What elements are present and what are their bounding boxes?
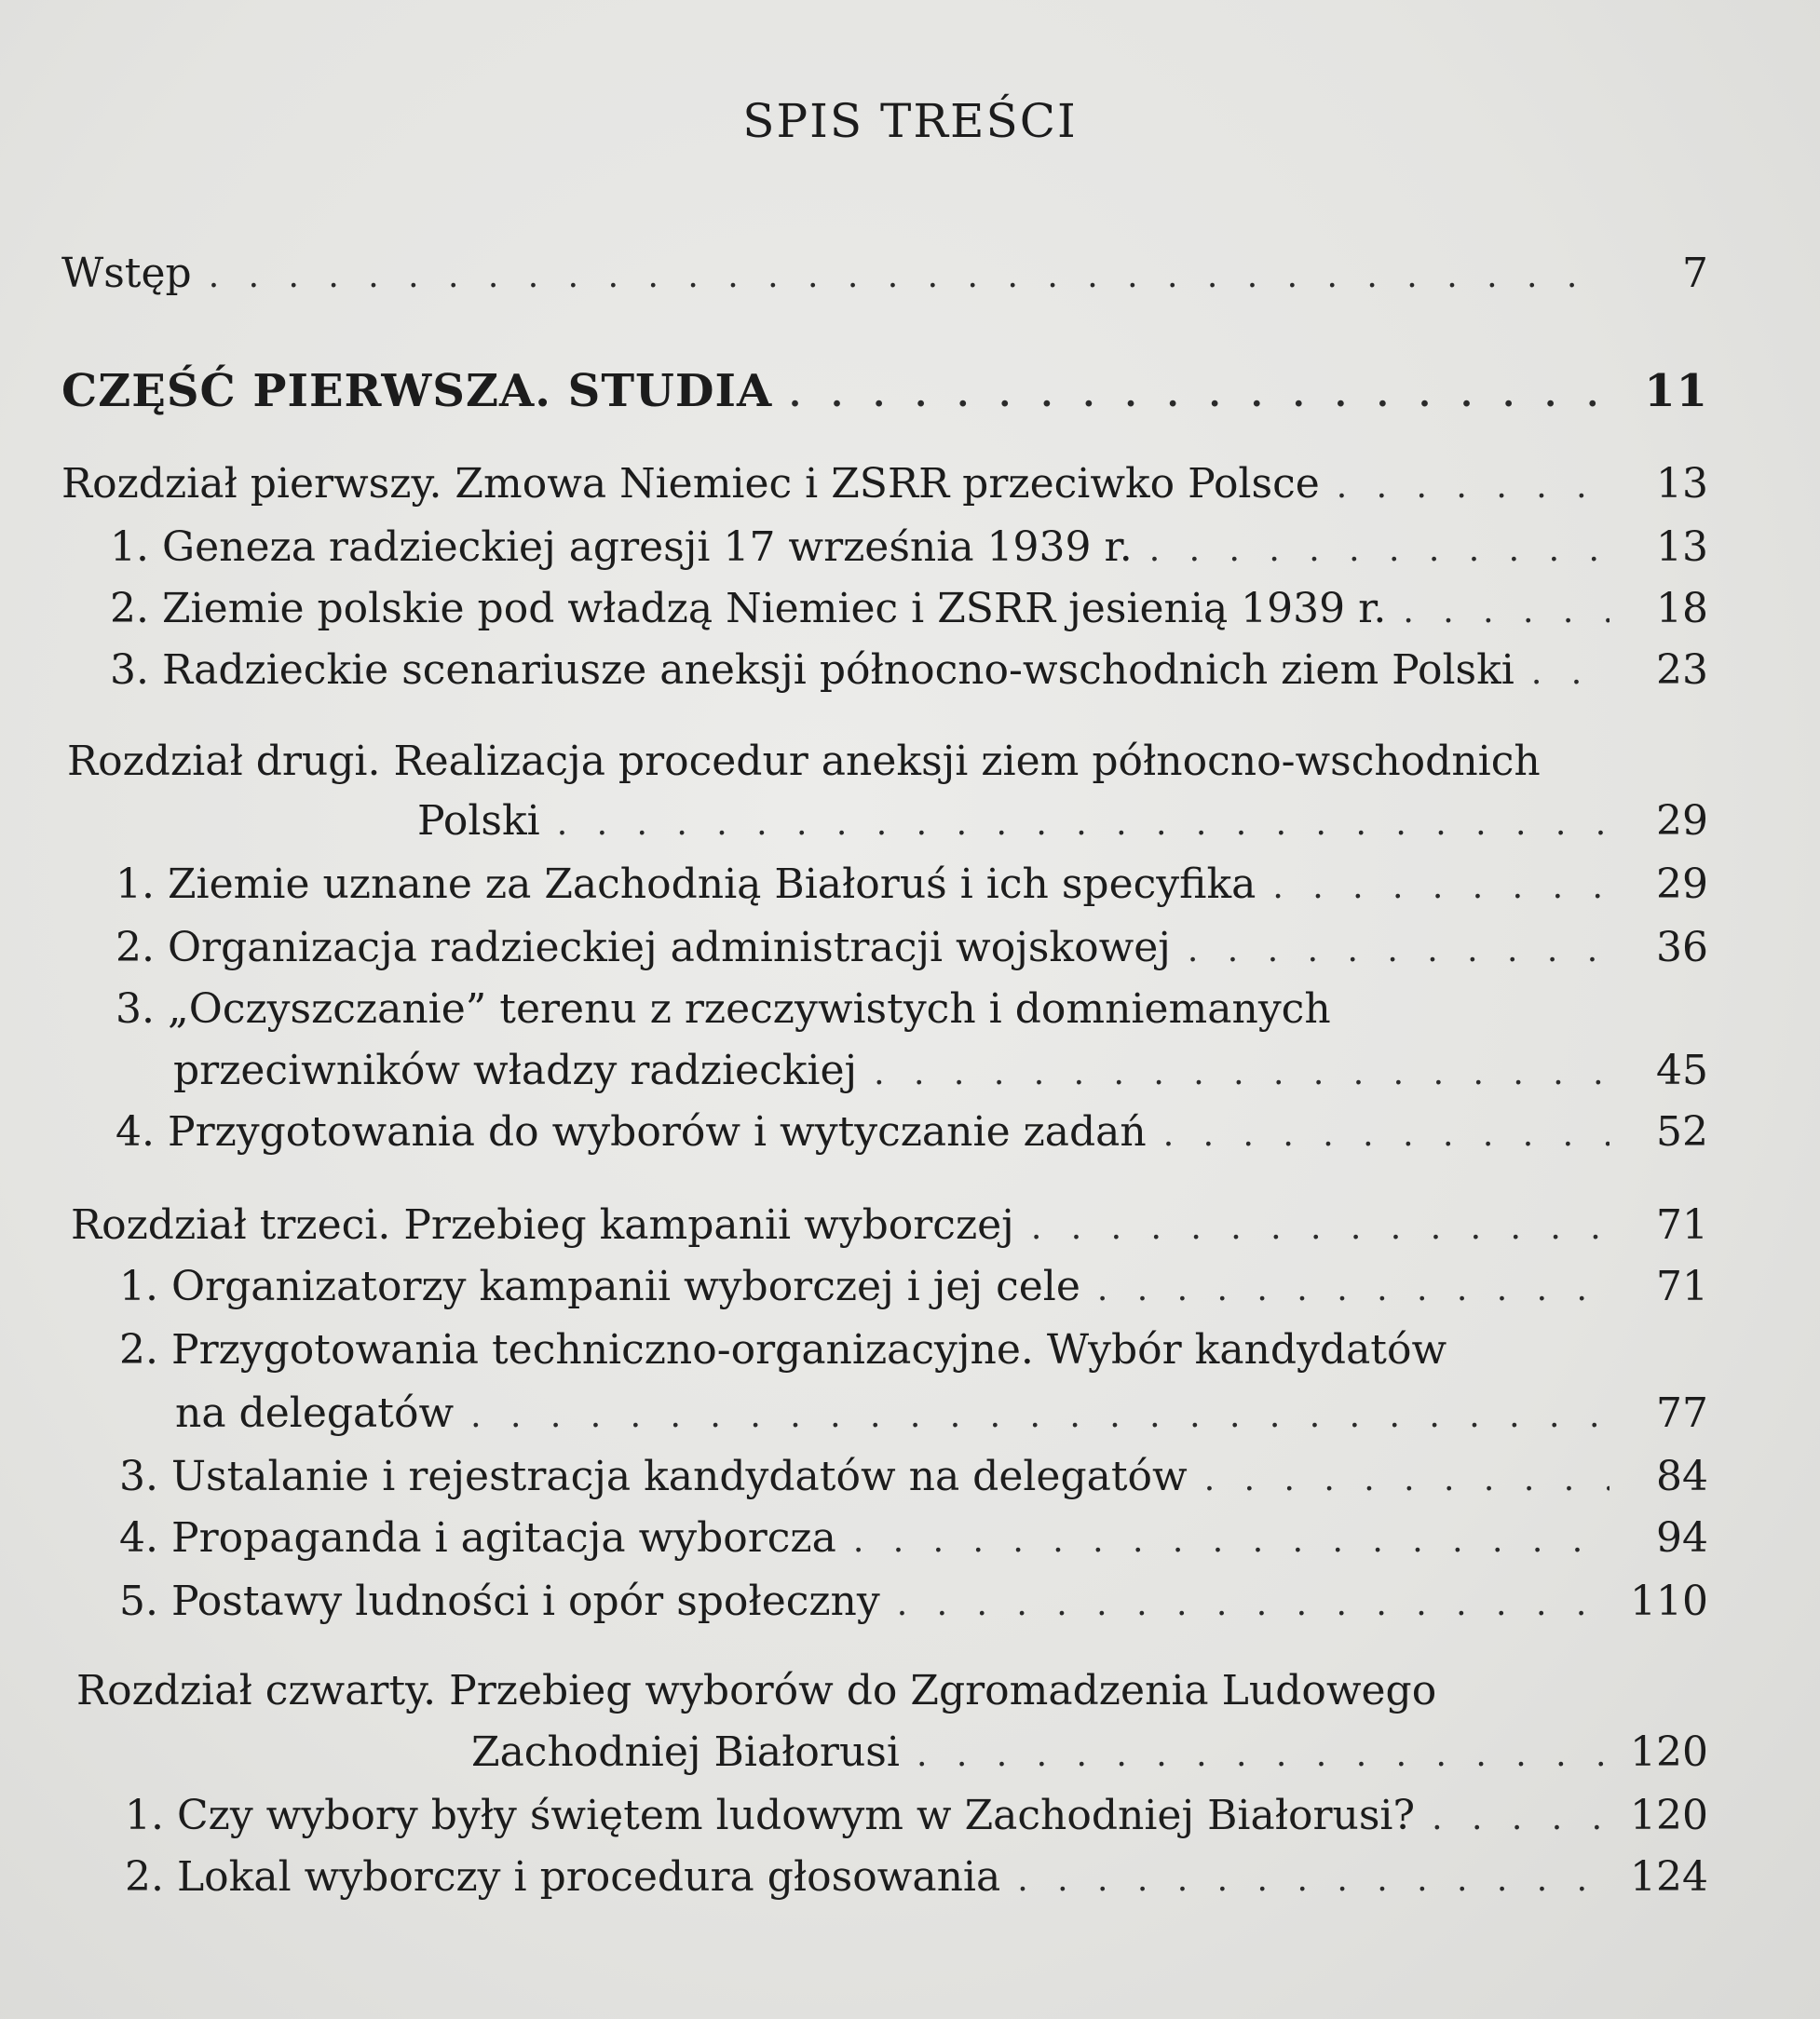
dot-leader (917, 1728, 1609, 1783)
toc-entry-part-1[interactable] (61, 363, 1708, 423)
entry-page-number: 7 (1682, 250, 1708, 297)
entry-page-number: 120 (1630, 1792, 1708, 1839)
entry-page-number: 45 (1656, 1047, 1708, 1094)
entry-page-number: 13 (1656, 523, 1708, 571)
toc-entry-chapter-1-section-2[interactable] (110, 581, 1708, 640)
dot-leader (1188, 923, 1609, 979)
entry-title: Polski (417, 797, 540, 845)
toc-chapter-4-title-line-1[interactable]: Rozdział czwarty. Przebieg wyborów do Zgromadzenia Ludowego (76, 1667, 1437, 1714)
toc-entry-intro[interactable] (61, 246, 1708, 305)
entry-title: CZĘŚĆ PIERWSZA. STUDIA (61, 365, 773, 417)
dot-leader (1432, 1791, 1609, 1847)
toc-entry-chapter-3-section-3[interactable] (119, 1449, 1708, 1508)
toc-entry-chapter-4-section-1[interactable] (125, 1788, 1708, 1847)
toc-entry-chapter-4[interactable] (471, 1725, 1708, 1783)
toc-entry-chapter-3-section-2[interactable] (175, 1386, 1708, 1444)
entry-page-number: 29 (1656, 797, 1708, 845)
entry-page-number: 11 (1644, 365, 1708, 417)
dot-leader (209, 249, 1609, 305)
dot-leader (1272, 860, 1609, 915)
dot-leader (1149, 522, 1609, 578)
entry-page-number: 52 (1656, 1108, 1708, 1156)
toc-entry-chapter-2-section-3[interactable] (173, 1043, 1708, 1102)
toc-entry-chapter-2-section-1[interactable] (115, 857, 1708, 915)
toc-chapter-3-section-2-line-1[interactable]: 2. Przygotowania techniczno-organizacyjne. Wybór kandydatów (119, 1326, 1447, 1374)
toc-entry-chapter-3-section-4[interactable] (119, 1511, 1708, 1569)
dot-leader (1097, 1262, 1609, 1318)
toc-entry-chapter-2[interactable] (417, 793, 1708, 852)
toc-entry-chapter-3-section-5[interactable] (119, 1574, 1708, 1633)
entry-title: 2. Ziemie polskie pod władzą Niemiec i ZSRR jesienią 1939 r. (110, 585, 1387, 632)
entry-title: przeciwników władzy radzieckiej (173, 1047, 858, 1094)
entry-title: 1. Ziemie uznane za Zachodnią Białoruś i ich specyfika (115, 860, 1256, 908)
entry-title: Wstęp (61, 250, 192, 297)
dot-leader (1031, 1200, 1609, 1256)
entry-page-number: 18 (1656, 585, 1708, 632)
page-title: SPIS TREŚCI (742, 94, 1078, 148)
entry-page-number: 23 (1656, 646, 1708, 694)
toc-entry-chapter-3-section-1[interactable] (119, 1259, 1708, 1318)
entry-page-number: 29 (1656, 860, 1708, 908)
entry-page-number: 120 (1630, 1728, 1708, 1776)
entry-title: Zachodniej Białorusi (471, 1728, 900, 1776)
toc-entry-chapter-4-section-2[interactable] (125, 1850, 1708, 1908)
dot-leader (853, 1513, 1609, 1569)
entry-page-number: 94 (1656, 1514, 1708, 1562)
dot-leader (470, 1389, 1609, 1444)
entry-page-number: 71 (1656, 1263, 1708, 1310)
entry-title: 2. Lokal wyborczy i procedura głosowania (125, 1853, 1001, 1901)
entry-page-number: 124 (1630, 1853, 1708, 1901)
entry-title: 3. Radzieckie scenariusze aneksji północno-wschodnich ziem Polski (110, 646, 1514, 694)
entry-title: 2. Organizacja radzieckiej administracji wojskowej (115, 924, 1171, 971)
entry-title: na delegatów (175, 1389, 455, 1437)
entry-title: 1. Geneza radzieckiej agresji 17 września 1939 r. (110, 523, 1133, 571)
entry-title: 3. Ustalanie i rejestracja kandydatów na delegatów (119, 1453, 1188, 1500)
toc-entry-chapter-1-section-3[interactable] (110, 643, 1708, 701)
toc-chapter-2-section-3-line-1[interactable]: 3. „Oczyszczanie” terenu z rzeczywistych i domniemanych (115, 985, 1331, 1033)
entry-page-number: 36 (1656, 924, 1708, 971)
entry-title: Rozdział pierwszy. Zmowa Niemiec i ZSRR przeciwko Polsce (61, 460, 1320, 508)
dot-leader (557, 796, 1609, 852)
dot-leader (1403, 584, 1609, 640)
entry-title: 1. Organizatorzy kampanii wyborczej i jej cele (119, 1263, 1080, 1310)
dot-leader (789, 367, 1609, 423)
dot-leader (1017, 1852, 1609, 1908)
entry-page-number: 77 (1656, 1389, 1708, 1437)
entry-title: 1. Czy wybory były świętem ludowym w Zachodniej Białorusi? (125, 1792, 1416, 1839)
toc-entry-chapter-1[interactable] (61, 456, 1708, 515)
dot-leader (1163, 1107, 1609, 1163)
toc-entry-chapter-1-section-1[interactable] (110, 520, 1708, 578)
toc-entry-chapter-2-section-2[interactable] (115, 920, 1708, 979)
dot-leader (1204, 1452, 1609, 1508)
entry-title: 5. Postawy ludności i opór społeczny (119, 1578, 880, 1625)
toc-chapter-2-title-line-1[interactable]: Rozdział drugi. Realizacja procedur aneksji ziem północno-wschodnich (67, 738, 1541, 785)
entry-page-number: 71 (1656, 1201, 1708, 1249)
toc-entry-chapter-3[interactable] (71, 1198, 1708, 1256)
entry-page-number: 84 (1656, 1453, 1708, 1500)
dot-leader (874, 1046, 1609, 1102)
toc-entry-chapter-2-section-4[interactable] (115, 1104, 1708, 1163)
dot-leader (1337, 459, 1609, 515)
dot-leader (897, 1577, 1609, 1633)
dot-leader (1531, 645, 1609, 701)
entry-title: Rozdział trzeci. Przebieg kampanii wyborczej (71, 1201, 1014, 1249)
entry-title: 4. Propaganda i agitacja wyborcza (119, 1514, 836, 1562)
entry-page-number: 13 (1656, 460, 1708, 508)
entry-page-number: 110 (1630, 1578, 1708, 1625)
entry-title: 4. Przygotowania do wyborów i wytyczanie zadań (115, 1108, 1147, 1156)
